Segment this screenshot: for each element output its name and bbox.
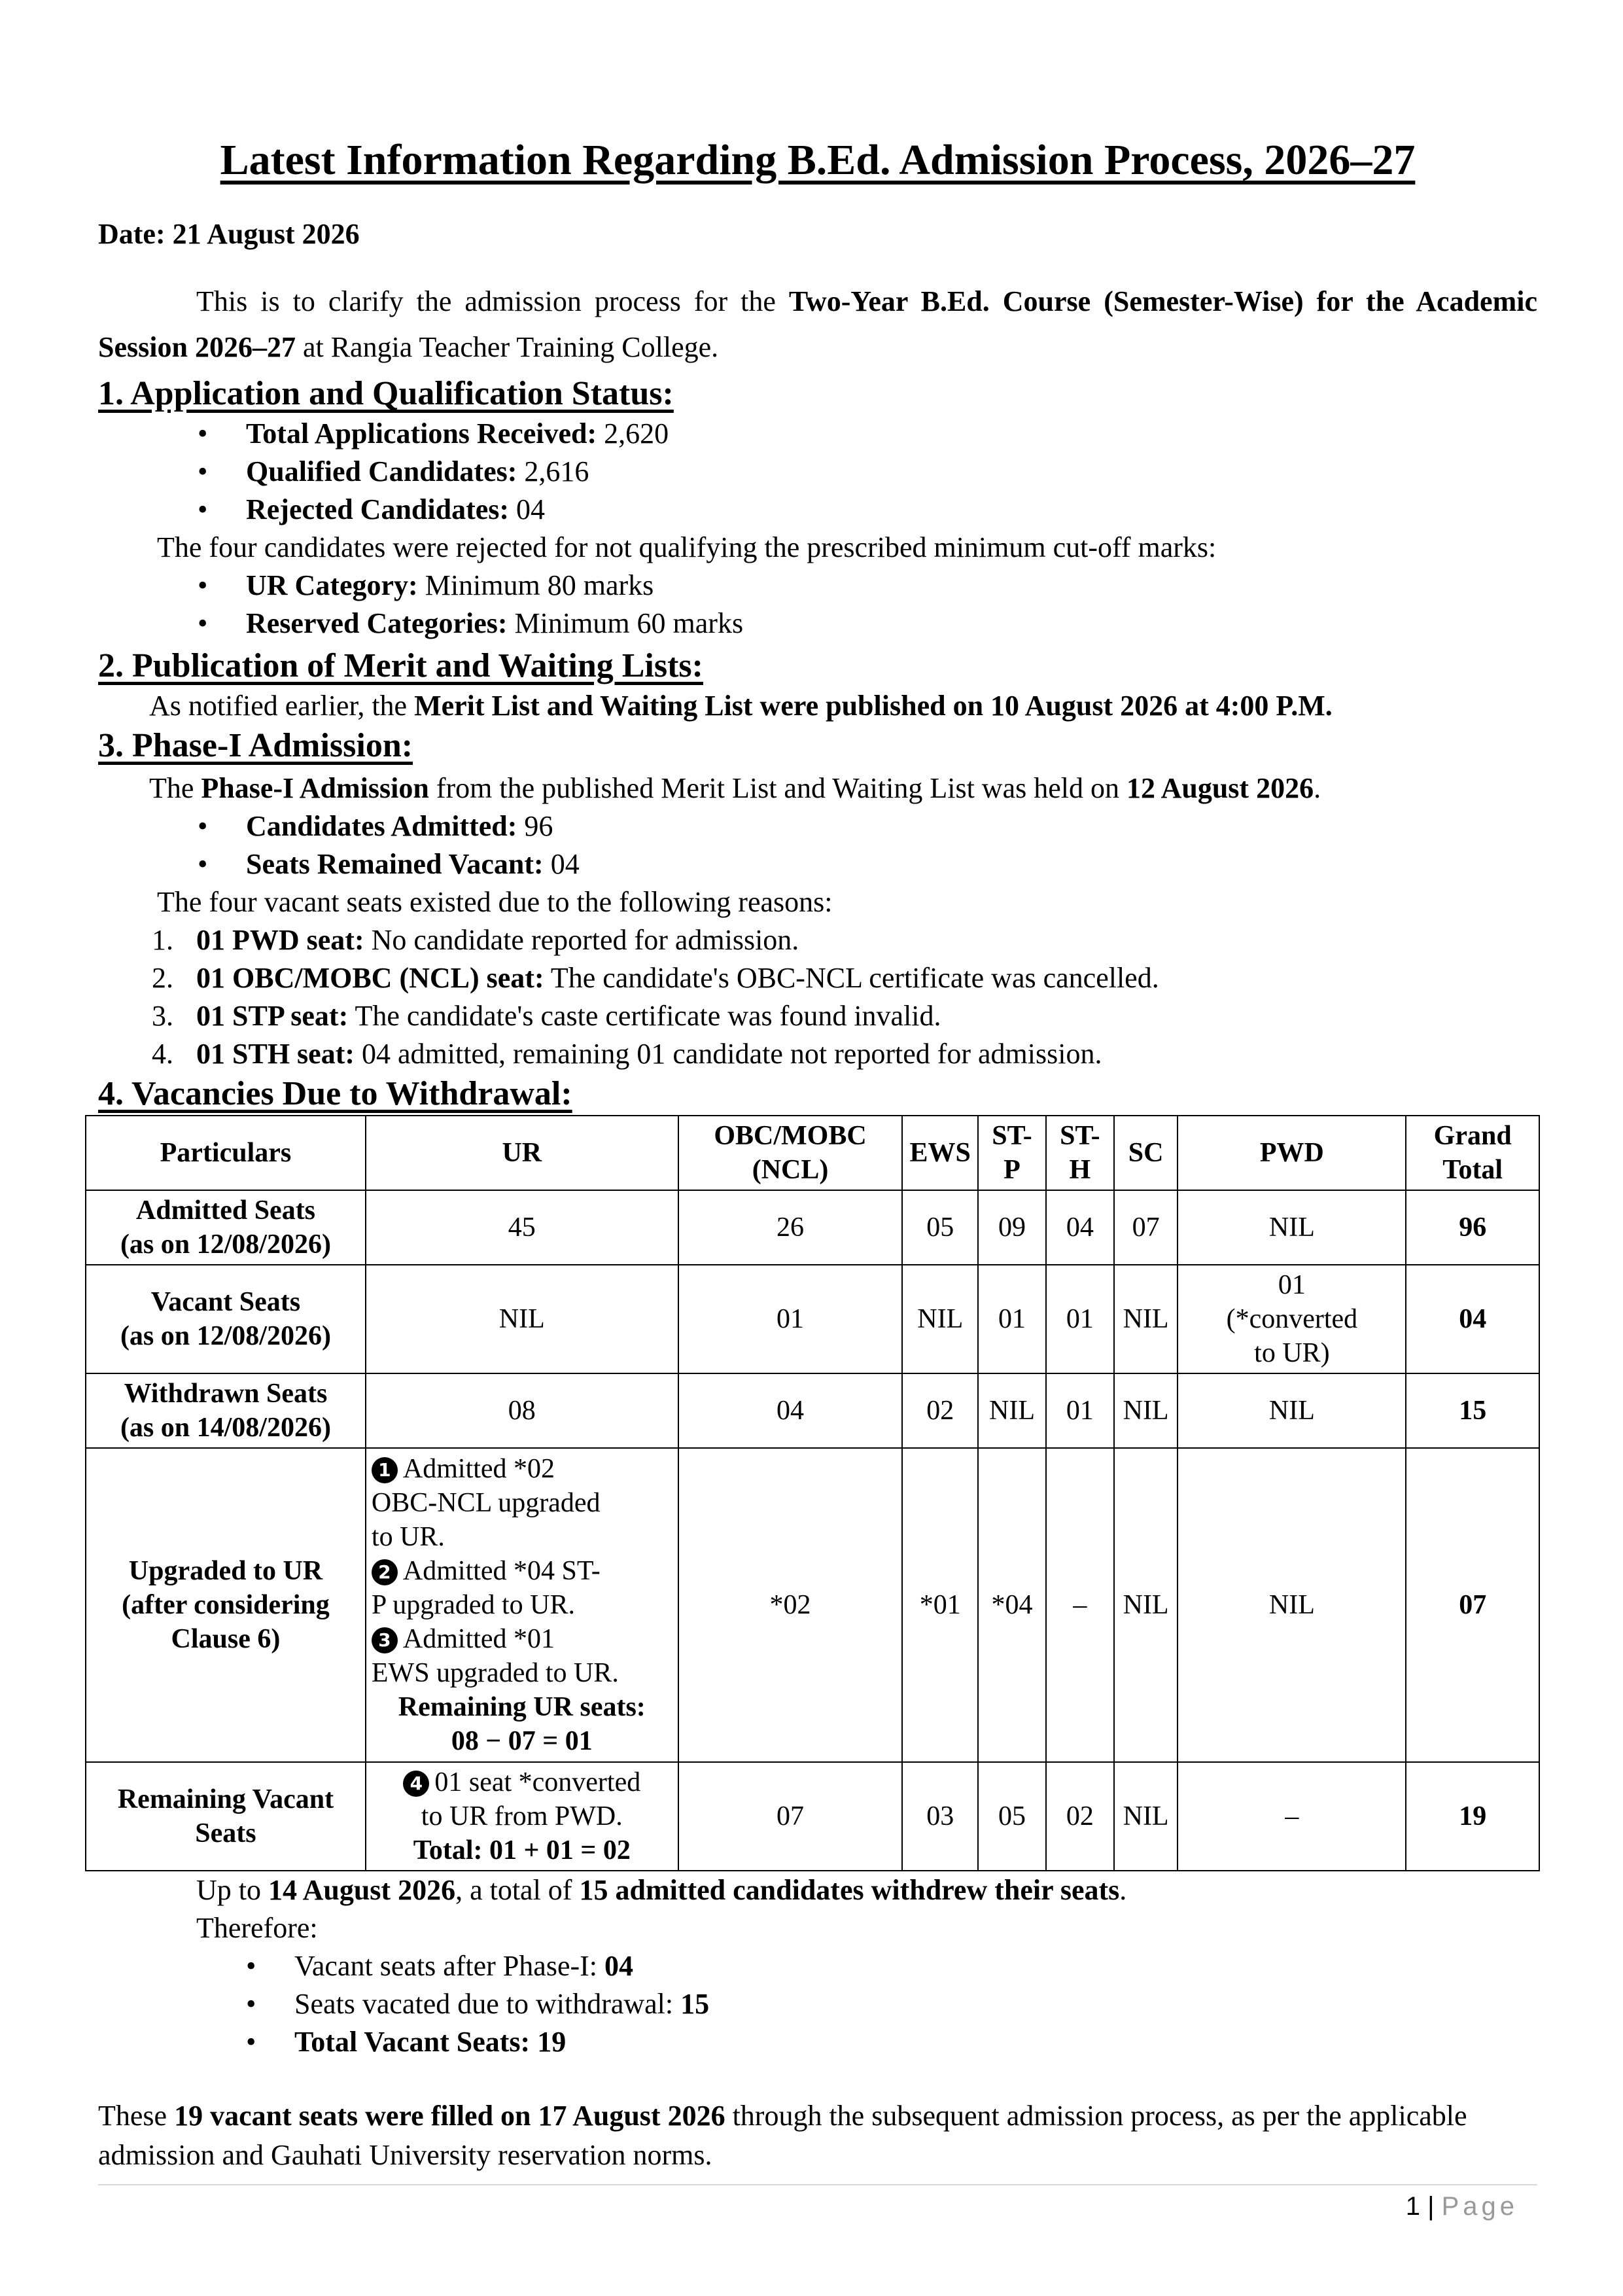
cell-stp: 01 bbox=[978, 1265, 1046, 1373]
header-pwd: PWD bbox=[1178, 1116, 1406, 1190]
header-grand-total: Grand Total bbox=[1406, 1116, 1539, 1190]
vacancy-table bbox=[85, 1115, 1540, 1871]
cell-pwd: NIL bbox=[1178, 1448, 1406, 1762]
cell-pwd: NIL bbox=[1178, 1190, 1406, 1265]
cell-sc: 07 bbox=[1114, 1190, 1178, 1265]
intro-text-c: at Rangia Teacher Training College. bbox=[295, 331, 719, 363]
cell-ews: 05 bbox=[902, 1190, 978, 1265]
cell-obc: 01 bbox=[678, 1265, 903, 1373]
cell-obc: 04 bbox=[678, 1373, 903, 1448]
header-ur: UR bbox=[366, 1116, 678, 1190]
intro-paragraph bbox=[98, 279, 1537, 370]
cell-total: 19 bbox=[1406, 1762, 1539, 1871]
list-item: 3. 01 STP seat: The candidate's caste certificate was found invalid. bbox=[152, 1000, 941, 1032]
cell-ur-notes: 4 01 seat *converted to UR from PWD. Total: 01 + 01 = 02 bbox=[366, 1762, 678, 1871]
cell-sth: 01 bbox=[1046, 1265, 1114, 1373]
cell-ur-notes: 1 Admitted *02 OBC-NCL upgraded to UR. 2 Admitted *04 ST- P upgraded to UR. 3 Admitted *01 EWS upgraded to UR. Remaining UR seats: 08 − 07 = 01 bbox=[366, 1448, 678, 1762]
intro-text-b: Two-Year B.Ed. Course (Semester-Wise) for the Academic Session 2026–27 bbox=[98, 285, 1537, 363]
cell-ews: 02 bbox=[902, 1373, 978, 1448]
number-4-icon: 4 bbox=[403, 1771, 429, 1797]
intro-text-a: This is to clarify the admission process for the bbox=[196, 285, 789, 317]
table-row bbox=[86, 1373, 1539, 1448]
section-3-text: The Phase-I Admission from the published Merit List and Waiting List was held on 12 August 2026. bbox=[149, 772, 1321, 804]
cell-ur: NIL bbox=[366, 1265, 678, 1373]
cell-ews: 03 bbox=[902, 1762, 978, 1871]
table-row bbox=[86, 1265, 1539, 1373]
cell-stp: 09 bbox=[978, 1190, 1046, 1265]
cell-total: 96 bbox=[1406, 1190, 1539, 1265]
section-3-stats bbox=[98, 807, 1537, 883]
header-sth: ST- H bbox=[1046, 1116, 1114, 1190]
cell-pwd: 01 (*converted to UR) bbox=[1178, 1265, 1406, 1373]
cell-sth: 01 bbox=[1046, 1373, 1114, 1448]
row-label: Withdrawn Seats (as on 14/08/2026) bbox=[86, 1373, 366, 1448]
document-title: Latest Information Regarding B.Ed. Admission Process, 2026–27 bbox=[220, 136, 1416, 184]
page-footer: 1 | Page bbox=[1405, 2192, 1518, 2221]
header-stp: ST- P bbox=[978, 1116, 1046, 1190]
cell-ur: 45 bbox=[366, 1190, 678, 1265]
section-3-heading: 3. Phase-I Admission: bbox=[98, 727, 413, 764]
cell-total: 04 bbox=[1406, 1265, 1539, 1373]
cell-obc: 07 bbox=[678, 1762, 903, 1871]
header-particulars: Particulars bbox=[86, 1116, 366, 1190]
cell-ur: 08 bbox=[366, 1373, 678, 1448]
cell-sth: 04 bbox=[1046, 1190, 1114, 1265]
cell-ews: *01 bbox=[902, 1448, 978, 1762]
vacancy-summary bbox=[98, 1947, 1537, 2061]
cell-sth: 02 bbox=[1046, 1762, 1114, 1871]
cell-stp: *04 bbox=[978, 1448, 1046, 1762]
cell-sc: NIL bbox=[1114, 1448, 1178, 1762]
page-number: 1 bbox=[1405, 2192, 1420, 2221]
header-sc: SC bbox=[1114, 1116, 1178, 1190]
list-item: 4. 01 STH seat: 04 admitted, remaining 01 candidate not reported for admission. bbox=[152, 1038, 1102, 1070]
list-item: • Qualified Candidates: 2,616 bbox=[246, 453, 1537, 491]
cell-obc: 26 bbox=[678, 1190, 903, 1265]
section-2-heading: 2. Publication of Merit and Waiting Lists: bbox=[98, 647, 703, 684]
document-page bbox=[98, 131, 1537, 2175]
table-row bbox=[86, 1762, 1539, 1871]
header-ews: EWS bbox=[902, 1116, 978, 1190]
list-item: • Rejected Candidates: 04 bbox=[246, 491, 1537, 529]
number-1-icon: 1 bbox=[372, 1457, 398, 1483]
cell-obc: *02 bbox=[678, 1448, 903, 1762]
footer-divider bbox=[98, 2184, 1537, 2185]
section-3-note: The four vacant seats existed due to the following reasons: bbox=[157, 886, 833, 918]
cell-total: 15 bbox=[1406, 1373, 1539, 1448]
section-3-reasons bbox=[98, 921, 1537, 1073]
section-1-cutoffs bbox=[98, 567, 1537, 643]
number-2-icon: 2 bbox=[372, 1559, 398, 1585]
list-item: 1. 01 PWD seat: No candidate reported for admission. bbox=[152, 924, 799, 956]
list-item: • Reserved Categories: Minimum 60 marks bbox=[246, 605, 1537, 643]
list-item: • Total Vacant Seats: 19 bbox=[294, 2023, 1537, 2061]
cell-stp: NIL bbox=[978, 1373, 1046, 1448]
cell-sc: NIL bbox=[1114, 1373, 1178, 1448]
section-4-heading: 4. Vacancies Due to Withdrawal: bbox=[98, 1075, 572, 1112]
list-item: • Vacant seats after Phase-I: 04 bbox=[294, 1947, 1537, 1985]
section-2-text: As notified earlier, the Merit List and Waiting List were published on 10 August 2026 at 4:00 P.M. bbox=[149, 690, 1333, 722]
list-item: • UR Category: Minimum 80 marks bbox=[246, 567, 1537, 605]
withdrawal-text: Up to 14 August 2026, a total of 15 admitted candidates withdrew their seats. bbox=[196, 1874, 1127, 1906]
section-1-note: The four candidates were rejected for not qualifying the prescribed minimum cut-off marks: bbox=[157, 531, 1217, 563]
cell-sth: – bbox=[1046, 1448, 1114, 1762]
table-row bbox=[86, 1448, 1539, 1762]
cell-sc: NIL bbox=[1114, 1265, 1178, 1373]
cell-total: 07 bbox=[1406, 1448, 1539, 1762]
list-item: • Candidates Admitted: 96 bbox=[246, 807, 1537, 845]
closing-paragraph: These 19 vacant seats were filled on 17 August 2026 through the subsequent admission process, as per the applicable admission and Gauhati University reservation norms. bbox=[98, 2100, 1467, 2171]
section-1-stats bbox=[98, 415, 1537, 529]
list-item: • Seats vacated due to withdrawal: 15 bbox=[294, 1985, 1537, 2023]
row-label: Remaining Vacant Seats bbox=[86, 1762, 366, 1871]
table-header-row bbox=[86, 1116, 1539, 1190]
list-item: • Total Applications Received: 2,620 bbox=[246, 415, 1537, 453]
row-label: Vacant Seats (as on 12/08/2026) bbox=[86, 1265, 366, 1373]
list-item: 2. 01 OBC/MOBC (NCL) seat: The candidate's OBC-NCL certificate was cancelled. bbox=[152, 962, 1159, 994]
table-row bbox=[86, 1190, 1539, 1265]
list-item: • Seats Remained Vacant: 04 bbox=[246, 845, 1537, 883]
cell-pwd: NIL bbox=[1178, 1373, 1406, 1448]
number-3-icon: 3 bbox=[372, 1627, 398, 1653]
cell-stp: 05 bbox=[978, 1762, 1046, 1871]
cell-sc: NIL bbox=[1114, 1762, 1178, 1871]
section-1-heading: 1. Application and Qualification Status: bbox=[98, 375, 674, 412]
page-label: Page bbox=[1441, 2192, 1518, 2221]
document-date: Date: 21 August 2026 bbox=[98, 218, 360, 250]
cell-pwd: – bbox=[1178, 1762, 1406, 1871]
header-obc: OBC/MOBC (NCL) bbox=[678, 1116, 903, 1190]
row-label: Admitted Seats (as on 12/08/2026) bbox=[86, 1190, 366, 1265]
therefore-text: Therefore: bbox=[196, 1912, 318, 1944]
row-label: Upgraded to UR (after considering Clause 6) bbox=[86, 1448, 366, 1762]
cell-ews: NIL bbox=[902, 1265, 978, 1373]
